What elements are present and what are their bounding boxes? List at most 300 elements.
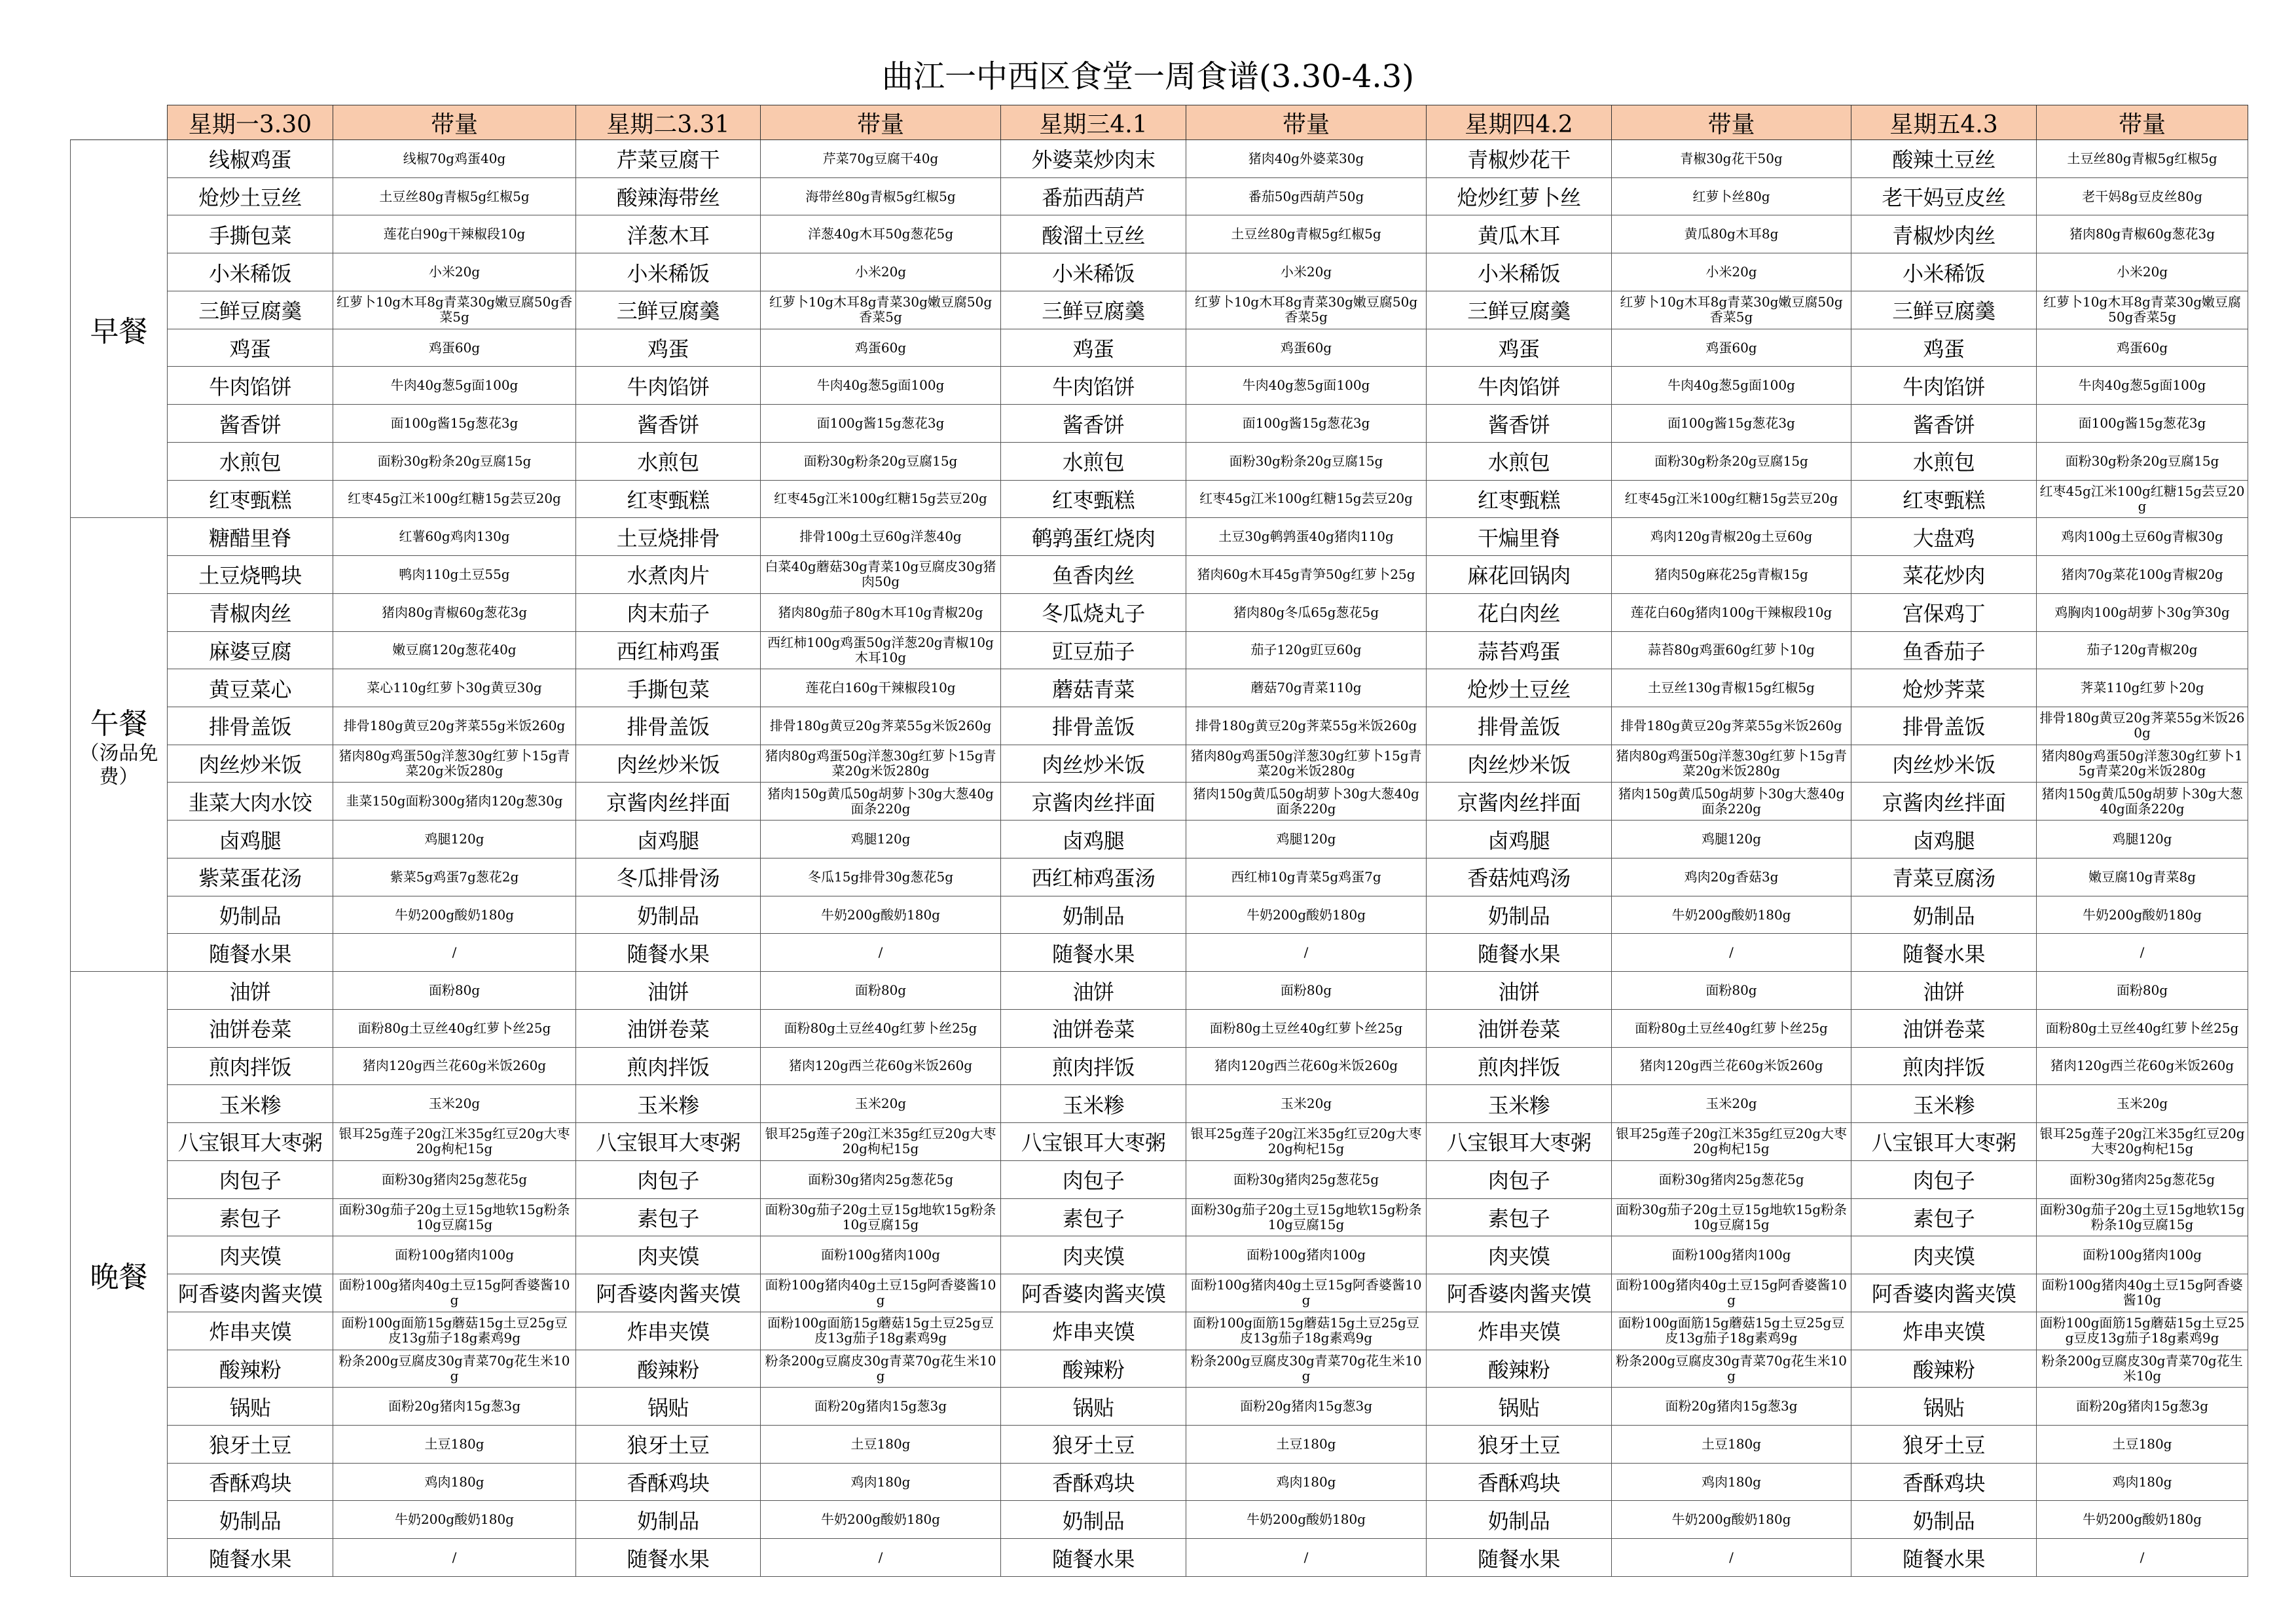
dish-name: 肉丝炒米饭 xyxy=(1001,745,1186,783)
dish-name: 随餐水果 xyxy=(1427,934,1612,972)
dish-name: 鹌鹑蛋红烧肉 xyxy=(1001,518,1186,556)
dish-name: 青菜豆腐汤 xyxy=(1851,858,2037,896)
dish-name: 奶制品 xyxy=(1001,896,1186,934)
dish-portion: 西红柿10g青菜5g鸡蛋7g xyxy=(1186,858,1427,896)
dish-name: 肉丝炒米饭 xyxy=(576,745,761,783)
dish-name: 玉米糁 xyxy=(1427,1085,1612,1123)
dish-name: 番茄西葫芦 xyxy=(1001,177,1186,215)
dish-name: 随餐水果 xyxy=(1851,934,2037,972)
dish-name: 炸串夹馍 xyxy=(576,1312,761,1350)
dish-portion: 面粉30g茄子20g土豆15g地软15g粉条10g豆腐15g xyxy=(1186,1198,1427,1236)
dish-name: 酱香饼 xyxy=(1851,405,2037,443)
menu-row xyxy=(71,177,2248,215)
dish-portion: 土豆180g xyxy=(1612,1425,1851,1463)
dish-portion: 面粉80g xyxy=(761,972,1001,1010)
dish-portion: 冬瓜15g排骨30g葱花5g xyxy=(761,858,1001,896)
dish-name: 肉包子 xyxy=(1001,1160,1186,1198)
dish-name: 酸辣粉 xyxy=(576,1350,761,1388)
dish-portion: 红枣45g江米100g红糖15g芸豆20g xyxy=(1612,480,1851,518)
menu-row xyxy=(71,480,2248,518)
dish-name: 素包子 xyxy=(1427,1198,1612,1236)
dish-name: 卤鸡腿 xyxy=(168,821,333,858)
dish-portion: 猪肉150g黄瓜50g胡萝卜30g大葱40g面条220g xyxy=(2037,783,2248,821)
dish-name: 奶制品 xyxy=(1851,896,2037,934)
dish-portion: 红萝卜10g木耳8g青菜30g嫩豆腐50g香菜5g xyxy=(1612,291,1851,329)
dish-portion: 猪肉120g西兰花60g米饭260g xyxy=(2037,1047,2248,1085)
dish-portion: 排骨180g黄豆20g荠菜55g米饭260g xyxy=(2037,707,2248,745)
menu-row xyxy=(71,1425,2248,1463)
dish-name: 锅贴 xyxy=(1851,1388,2037,1426)
dish-name: 香酥鸡块 xyxy=(168,1463,333,1501)
dish-name: 鱼香肉丝 xyxy=(1001,556,1186,594)
dish-name: 素包子 xyxy=(168,1198,333,1236)
dish-portion: 排骨180g黄豆20g荠菜55g米饭260g xyxy=(1612,707,1851,745)
dish-portion: 猪肉80g鸡蛋50g洋葱30g红萝卜15g青菜20g米饭280g xyxy=(333,745,576,783)
dish-portion: 牛奶200g酸奶180g xyxy=(2037,1501,2248,1539)
dish-name: 肉夹馍 xyxy=(1851,1236,2037,1274)
dish-name: 酸辣粉 xyxy=(1001,1350,1186,1388)
meal-name: 午餐 xyxy=(90,707,148,741)
dish-name: 酸辣粉 xyxy=(1427,1350,1612,1388)
dish-portion: 面粉100g猪肉100g xyxy=(2037,1236,2248,1274)
dish-portion: 粉条200g豆腐皮30g青菜70g花生米10g xyxy=(1612,1350,1851,1388)
menu-row xyxy=(71,215,2248,253)
dish-portion: 面粉100g猪肉100g xyxy=(333,1236,576,1274)
dish-name: 外婆菜炒肉末 xyxy=(1001,140,1186,178)
dish-name: 三鲜豆腐羹 xyxy=(1851,291,2037,329)
dish-portion: 面粉30g茄子20g土豆15g地软15g粉条10g豆腐15g xyxy=(761,1198,1001,1236)
dish-name: 奶制品 xyxy=(1851,1501,2037,1539)
dish-portion: 玉米20g xyxy=(1612,1085,1851,1123)
dish-name: 随餐水果 xyxy=(168,934,333,972)
dish-portion: 嫩豆腐120g葱花40g xyxy=(333,631,576,669)
dish-name: 玉米糁 xyxy=(1001,1085,1186,1123)
dish-portion: 红枣45g江米100g红糖15g芸豆20g xyxy=(761,480,1001,518)
menu-row xyxy=(71,1312,2248,1350)
dish-portion: 土豆180g xyxy=(1186,1425,1427,1463)
menu-row xyxy=(71,1236,2248,1274)
dish-portion: 牛肉40g葱5g面100g xyxy=(333,367,576,405)
menu-row xyxy=(71,821,2248,858)
dish-name: 花白肉丝 xyxy=(1427,593,1612,631)
dish-portion: 面粉30g粉条20g豆腐15g xyxy=(1612,442,1851,480)
dish-name: 油饼卷菜 xyxy=(1001,1009,1186,1047)
dish-portion: 玉米20g xyxy=(333,1085,576,1123)
menu-row xyxy=(71,1501,2248,1539)
dish-name: 酱香饼 xyxy=(1001,405,1186,443)
dish-portion: 鸡肉180g xyxy=(333,1463,576,1501)
dish-name: 肉包子 xyxy=(1427,1160,1612,1198)
dish-name: 油饼 xyxy=(1851,972,2037,1010)
dish-name: 肉夹馍 xyxy=(576,1236,761,1274)
dish-portion: 面粉100g猪肉100g xyxy=(761,1236,1001,1274)
dish-portion: 面粉30g茄子20g土豆15g地软15g粉条10g豆腐15g xyxy=(1612,1198,1851,1236)
dish-portion: 蒜苔80g鸡蛋60g红萝卜10g xyxy=(1612,631,1851,669)
dish-name: 青椒炒肉丝 xyxy=(1851,215,2037,253)
dish-name: 三鲜豆腐羹 xyxy=(1427,291,1612,329)
dish-name: 酸辣土豆丝 xyxy=(1851,140,2037,178)
page-title: 曲江一中西区食堂一周食谱(3.30-4.3) xyxy=(882,58,1414,95)
dish-name: 小米稀饭 xyxy=(1851,253,2037,291)
dish-portion: 玉米20g xyxy=(1186,1085,1427,1123)
dish-portion: 鸡肉120g青椒20g土豆60g xyxy=(1612,518,1851,556)
dish-portion: 土豆丝130g青椒15g红椒5g xyxy=(1612,669,1851,707)
dish-name: 三鲜豆腐羹 xyxy=(576,291,761,329)
dish-portion: 鸡蛋60g xyxy=(2037,329,2248,367)
weekly-menu-table xyxy=(70,105,2248,1577)
dish-name: 素包子 xyxy=(1001,1198,1186,1236)
dish-portion: 猪肉70g菜花100g青椒20g xyxy=(2037,556,2248,594)
dish-name: 肉末茄子 xyxy=(576,593,761,631)
dish-portion: 鸭肉110g土豆55g xyxy=(333,556,576,594)
dish-portion: 银耳25g莲子20g江米35g红豆20g大枣20g枸杞15g xyxy=(1186,1123,1427,1161)
header-portion-tue: 带量 xyxy=(761,105,1001,140)
menu-row xyxy=(71,1463,2248,1501)
menu-row xyxy=(71,896,2248,934)
dish-portion: 土豆180g xyxy=(761,1425,1001,1463)
dish-name: 芹菜豆腐干 xyxy=(576,140,761,178)
dish-portion: 红萝卜10g木耳8g青菜30g嫩豆腐50g香菜5g xyxy=(761,291,1001,329)
dish-portion: 莲花白160g干辣椒段10g xyxy=(761,669,1001,707)
menu-row xyxy=(71,745,2248,783)
dish-name: 酱香饼 xyxy=(1427,405,1612,443)
dish-portion: 面粉30g茄子20g土豆15g地软15g粉条10g豆腐15g xyxy=(2037,1198,2248,1236)
dish-name: 小米稀饭 xyxy=(576,253,761,291)
dish-name: 八宝银耳大枣粥 xyxy=(1851,1123,2037,1161)
dish-portion: 西红柿100g鸡蛋50g洋葱20g青椒10g木耳10g xyxy=(761,631,1001,669)
dish-name: 奶制品 xyxy=(168,1501,333,1539)
dish-portion: 面粉100g猪肉40g土豆15g阿香婆酱10g xyxy=(761,1274,1001,1312)
dish-portion: 面粉80g xyxy=(1612,972,1851,1010)
dish-name: 黄瓜木耳 xyxy=(1427,215,1612,253)
dish-portion: 面100g酱15g葱花3g xyxy=(1612,405,1851,443)
dish-portion: 鸡肉180g xyxy=(2037,1463,2248,1501)
dish-name: 牛肉馅饼 xyxy=(1001,367,1186,405)
dish-portion: 排骨180g黄豆20g荠菜55g米饭260g xyxy=(1186,707,1427,745)
dish-name: 随餐水果 xyxy=(576,934,761,972)
dish-name: 麻婆豆腐 xyxy=(168,631,333,669)
dish-portion: 番茄50g西葫芦50g xyxy=(1186,177,1427,215)
dish-name: 玉米糁 xyxy=(576,1085,761,1123)
dish-name: 狼牙土豆 xyxy=(1427,1425,1612,1463)
dish-name: 麻花回锅肉 xyxy=(1427,556,1612,594)
dish-portion: 面粉80g土豆丝40g红萝卜丝25g xyxy=(761,1009,1001,1047)
dish-portion: 蘑菇70g青菜110g xyxy=(1186,669,1427,707)
menu-row xyxy=(71,1539,2248,1577)
dish-portion: 红枣45g江米100g红糖15g芸豆20g xyxy=(2037,480,2248,518)
menu-row xyxy=(71,593,2248,631)
dish-name: 阿香婆肉酱夹馍 xyxy=(1851,1274,2037,1312)
dish-portion: 面粉80g xyxy=(333,972,576,1010)
dish-portion: 面粉80g xyxy=(1186,972,1427,1010)
dish-portion: 红萝卜10g木耳8g青菜30g嫩豆腐50g香菜5g xyxy=(333,291,576,329)
menu-row xyxy=(71,1274,2248,1312)
menu-row xyxy=(71,1388,2248,1426)
dish-portion: 鸡肉180g xyxy=(761,1463,1001,1501)
dish-portion: 牛奶200g酸奶180g xyxy=(333,896,576,934)
dish-portion: / xyxy=(761,1539,1001,1577)
dish-portion: 猪肉150g黄瓜50g胡萝卜30g大葱40g面条220g xyxy=(1612,783,1851,821)
dish-name: 京酱肉丝拌面 xyxy=(1851,783,2037,821)
dish-portion: 牛肉40g葱5g面100g xyxy=(1186,367,1427,405)
dish-name: 干煸里脊 xyxy=(1427,518,1612,556)
header-day-mon: 星期一3.30 xyxy=(168,105,333,140)
dish-portion: 红萝卜10g木耳8g青菜30g嫩豆腐50g香菜5g xyxy=(1186,291,1427,329)
dish-portion: 猪肉120g西兰花60g米饭260g xyxy=(761,1047,1001,1085)
dish-portion: / xyxy=(333,934,576,972)
dish-portion: 粉条200g豆腐皮30g青菜70g花生米10g xyxy=(1186,1350,1427,1388)
dish-name: 线椒鸡蛋 xyxy=(168,140,333,178)
menu-row xyxy=(71,1350,2248,1388)
dish-name: 炸串夹馍 xyxy=(168,1312,333,1350)
dish-portion: 鸡肉180g xyxy=(1186,1463,1427,1501)
menu-row xyxy=(71,1123,2248,1161)
dish-name: 香菇炖鸡汤 xyxy=(1427,858,1612,896)
dish-portion: 土豆丝80g青椒5g红椒5g xyxy=(333,177,576,215)
dish-portion: 面100g酱15g葱花3g xyxy=(761,405,1001,443)
dish-name: 手撕包菜 xyxy=(576,669,761,707)
dish-portion: 猪肉80g鸡蛋50g洋葱30g红萝卜15g青菜20g米饭280g xyxy=(1186,745,1427,783)
dish-portion: 土豆180g xyxy=(333,1425,576,1463)
dish-name: 随餐水果 xyxy=(1001,1539,1186,1577)
dish-name: 奶制品 xyxy=(1427,896,1612,934)
dish-portion: 猪肉80g青椒60g葱花3g xyxy=(2037,215,2248,253)
menu-row xyxy=(71,1009,2248,1047)
dish-name: 狼牙土豆 xyxy=(1001,1425,1186,1463)
dish-name: 水煎包 xyxy=(1851,442,2037,480)
dish-portion: 面粉80g土豆丝40g红萝卜丝25g xyxy=(333,1009,576,1047)
dish-name: 奶制品 xyxy=(168,896,333,934)
dish-portion: 小米20g xyxy=(1612,253,1851,291)
dish-portion: 鸡蛋60g xyxy=(761,329,1001,367)
dish-name: 油饼 xyxy=(1001,972,1186,1010)
menu-row xyxy=(71,1047,2248,1085)
dish-name: 八宝银耳大枣粥 xyxy=(576,1123,761,1161)
dish-name: 狼牙土豆 xyxy=(168,1425,333,1463)
dish-name: 水煎包 xyxy=(1001,442,1186,480)
meal-name: 晚餐 xyxy=(90,1260,148,1294)
dish-name: 红枣甄糕 xyxy=(576,480,761,518)
dish-portion: 白菜40g蘑菇30g青菜10g豆腐皮30g猪肉50g xyxy=(761,556,1001,594)
dish-name: 冬瓜烧丸子 xyxy=(1001,593,1186,631)
dish-name: 大盘鸡 xyxy=(1851,518,2037,556)
dish-portion: 鸡腿120g xyxy=(761,821,1001,858)
dish-name: 奶制品 xyxy=(576,896,761,934)
header-day-wed: 星期三4.1 xyxy=(1001,105,1186,140)
dish-portion: 猪肉50g麻花25g青椒15g xyxy=(1612,556,1851,594)
dish-portion: 小米20g xyxy=(2037,253,2248,291)
dish-portion: 鸡肉180g xyxy=(1612,1463,1851,1501)
dish-portion: / xyxy=(333,1539,576,1577)
dish-portion: 面粉100g猪肉40g土豆15g阿香婆酱10g xyxy=(333,1274,576,1312)
dish-name: 宫保鸡丁 xyxy=(1851,593,2037,631)
dish-portion: 鸡腿120g xyxy=(2037,821,2248,858)
dish-portion: 猪肉120g西兰花60g米饭260g xyxy=(1612,1047,1851,1085)
dish-name: 奶制品 xyxy=(1001,1501,1186,1539)
dish-name: 水煮肉片 xyxy=(576,556,761,594)
dish-portion: 面100g酱15g葱花3g xyxy=(1186,405,1427,443)
dish-name: 肉包子 xyxy=(576,1160,761,1198)
dish-portion: 面粉100g面筋15g蘑菇15g土豆25g豆皮13g茄子18g素鸡9g xyxy=(1612,1312,1851,1350)
dish-portion: 牛奶200g酸奶180g xyxy=(761,896,1001,934)
dish-portion: 红萝卜10g木耳8g青菜30g嫩豆腐50g香菜5g xyxy=(2037,291,2248,329)
dish-name: 糖醋里脊 xyxy=(168,518,333,556)
dish-name: 炝炒土豆丝 xyxy=(168,177,333,215)
dish-name: 玉米糁 xyxy=(168,1085,333,1123)
dish-portion: 牛肉40g葱5g面100g xyxy=(1612,367,1851,405)
dish-name: 阿香婆肉酱夹馍 xyxy=(168,1274,333,1312)
dish-name: 黄豆菜心 xyxy=(168,669,333,707)
dish-name: 红枣甄糕 xyxy=(1851,480,2037,518)
dish-portion: 面粉80g土豆丝40g红萝卜丝25g xyxy=(2037,1009,2248,1047)
dish-portion: 排骨180g黄豆20g荠菜55g米饭260g xyxy=(333,707,576,745)
menu-body xyxy=(71,140,2248,1577)
dish-name: 排骨盖饭 xyxy=(1851,707,2037,745)
meal-name: 早餐 xyxy=(90,315,148,349)
dish-portion: 鸡胸肉100g胡萝卜30g笋30g xyxy=(2037,593,2248,631)
dish-name: 老干妈豆皮丝 xyxy=(1851,177,2037,215)
dish-name: 玉米糁 xyxy=(1851,1085,2037,1123)
dish-name: 蒜苔鸡蛋 xyxy=(1427,631,1612,669)
menu-row xyxy=(71,707,2248,745)
dish-portion: 银耳25g莲子20g江米35g红豆20g大枣20g枸杞15g xyxy=(333,1123,576,1161)
dish-name: 香酥鸡块 xyxy=(1851,1463,2037,1501)
dish-portion: 小米20g xyxy=(333,253,576,291)
dish-portion: 黄瓜80g木耳8g xyxy=(1612,215,1851,253)
dish-portion: 面粉100g猪肉100g xyxy=(1612,1236,1851,1274)
dish-portion: 面粉80g xyxy=(2037,972,2248,1010)
dish-name: 青椒肉丝 xyxy=(168,593,333,631)
dish-portion: 紫菜5g鸡蛋7g葱花2g xyxy=(333,858,576,896)
dish-name: 煎肉拌饭 xyxy=(1001,1047,1186,1085)
dish-portion: 红枣45g江米100g红糖15g芸豆20g xyxy=(1186,480,1427,518)
dish-name: 煎肉拌饭 xyxy=(576,1047,761,1085)
dish-portion: 银耳25g莲子20g江米35g红豆20g大枣20g枸杞15g xyxy=(1612,1123,1851,1161)
dish-name: 京酱肉丝拌面 xyxy=(1427,783,1612,821)
dish-portion: 牛肉40g葱5g面100g xyxy=(761,367,1001,405)
dish-portion: 面粉30g粉条20g豆腐15g xyxy=(333,442,576,480)
dish-name: 排骨盖饭 xyxy=(1427,707,1612,745)
header-row xyxy=(71,105,2248,140)
dish-portion: 洋葱40g木耳50g葱花5g xyxy=(761,215,1001,253)
dish-name: 牛肉馅饼 xyxy=(576,367,761,405)
dish-name: 水煎包 xyxy=(1427,442,1612,480)
dish-name: 鸡蛋 xyxy=(1851,329,2037,367)
menu-row xyxy=(71,556,2248,594)
menu-row xyxy=(71,1160,2248,1198)
dish-portion: 面粉30g粉条20g豆腐15g xyxy=(761,442,1001,480)
dish-portion: 面粉100g猪肉100g xyxy=(1186,1236,1427,1274)
dish-name: 酸溜土豆丝 xyxy=(1001,215,1186,253)
dish-name: 三鲜豆腐羹 xyxy=(1001,291,1186,329)
dish-name: 小米稀饭 xyxy=(168,253,333,291)
dish-name: 鸡蛋 xyxy=(576,329,761,367)
dish-name: 香酥鸡块 xyxy=(1427,1463,1612,1501)
meal-label xyxy=(71,972,168,1577)
dish-portion: / xyxy=(1186,934,1427,972)
dish-portion: 面粉100g面筋15g蘑菇15g土豆25g豆皮13g茄子18g素鸡9g xyxy=(333,1312,576,1350)
dish-name: 煎肉拌饭 xyxy=(168,1047,333,1085)
dish-portion: 面粉20g猪肉15g葱3g xyxy=(761,1388,1001,1426)
dish-name: 小米稀饭 xyxy=(1001,253,1186,291)
dish-name: 京酱肉丝拌面 xyxy=(1001,783,1186,821)
dish-portion: 粉条200g豆腐皮30g青菜70g花生米10g xyxy=(2037,1350,2248,1388)
menu-row xyxy=(71,1198,2248,1236)
dish-portion: 面粉20g猪肉15g葱3g xyxy=(2037,1388,2248,1426)
dish-portion: 面粉30g猪肉25g葱花5g xyxy=(1186,1160,1427,1198)
dish-name: 酸辣海带丝 xyxy=(576,177,761,215)
menu-row xyxy=(71,518,2248,556)
dish-portion: 芹菜70g豆腐干40g xyxy=(761,140,1001,178)
dish-name: 香酥鸡块 xyxy=(1001,1463,1186,1501)
dish-name: 手撕包菜 xyxy=(168,215,333,253)
dish-name: 肉丝炒米饭 xyxy=(1851,745,2037,783)
dish-portion: 红薯60g鸡肉130g xyxy=(333,518,576,556)
dish-name: 蘑菇青菜 xyxy=(1001,669,1186,707)
dish-name: 酱香饼 xyxy=(576,405,761,443)
dish-portion: 土豆30g鹌鹑蛋40g猪肉110g xyxy=(1186,518,1427,556)
dish-portion: 土豆丝80g青椒5g红椒5g xyxy=(1186,215,1427,253)
dish-name: 卤鸡腿 xyxy=(1851,821,2037,858)
dish-portion: 牛奶200g酸奶180g xyxy=(1186,1501,1427,1539)
dish-portion: 茄子120g青椒20g xyxy=(2037,631,2248,669)
dish-name: 煎肉拌饭 xyxy=(1851,1047,2037,1085)
dish-portion: 小米20g xyxy=(761,253,1001,291)
menu-row xyxy=(71,253,2248,291)
dish-portion: 鸡腿120g xyxy=(333,821,576,858)
dish-portion: 面粉100g面筋15g蘑菇15g土豆25g豆皮13g茄子18g素鸡9g xyxy=(761,1312,1001,1350)
header-portion-wed: 带量 xyxy=(1186,105,1427,140)
header-day-thu: 星期四4.2 xyxy=(1427,105,1612,140)
dish-name: 肉包子 xyxy=(1851,1160,2037,1198)
dish-portion: 面粉20g猪肉15g葱3g xyxy=(1612,1388,1851,1426)
dish-name: 八宝银耳大枣粥 xyxy=(168,1123,333,1161)
dish-name: 煎肉拌饭 xyxy=(1427,1047,1612,1085)
dish-name: 油饼 xyxy=(168,972,333,1010)
header-day-tue: 星期二3.31 xyxy=(576,105,761,140)
dish-name: 油饼 xyxy=(576,972,761,1010)
dish-portion: / xyxy=(1186,1539,1427,1577)
dish-name: 酸辣粉 xyxy=(1851,1350,2037,1388)
dish-portion: 排骨100g土豆60g洋葱40g xyxy=(761,518,1001,556)
dish-portion: 莲花白90g干辣椒段10g xyxy=(333,215,576,253)
dish-name: 小米稀饭 xyxy=(1427,253,1612,291)
dish-name: 锅贴 xyxy=(1427,1388,1612,1426)
dish-portion: 面粉20g猪肉15g葱3g xyxy=(333,1388,576,1426)
dish-name: 狼牙土豆 xyxy=(576,1425,761,1463)
dish-name: 锅贴 xyxy=(576,1388,761,1426)
dish-name: 酸辣粉 xyxy=(168,1350,333,1388)
dish-name: 红枣甄糕 xyxy=(168,480,333,518)
dish-portion: 牛奶200g酸奶180g xyxy=(333,1501,576,1539)
dish-portion: 猪肉80g鸡蛋50g洋葱30g红萝卜15g青菜20g米饭280g xyxy=(1612,745,1851,783)
dish-portion: / xyxy=(2037,934,2248,972)
dish-name: 素包子 xyxy=(1851,1198,2037,1236)
dish-name: 阿香婆肉酱夹馍 xyxy=(1427,1274,1612,1312)
dish-name: 红枣甄糕 xyxy=(1001,480,1186,518)
dish-name: 随餐水果 xyxy=(1851,1539,2037,1577)
dish-name: 牛肉馅饼 xyxy=(1427,367,1612,405)
dish-name: 卤鸡腿 xyxy=(1001,821,1186,858)
menu-row xyxy=(71,140,2248,178)
dish-portion: 面粉80g土豆丝40g红萝卜丝25g xyxy=(1612,1009,1851,1047)
dish-name: 阿香婆肉酱夹馍 xyxy=(576,1274,761,1312)
dish-name: 狼牙土豆 xyxy=(1851,1425,2037,1463)
dish-portion: 猪肉80g茄子80g木耳10g青椒20g xyxy=(761,593,1001,631)
dish-portion: 莲花白60g猪肉100g干辣椒段10g xyxy=(1612,593,1851,631)
dish-name: 三鲜豆腐羹 xyxy=(168,291,333,329)
dish-name: 卤鸡腿 xyxy=(1427,821,1612,858)
